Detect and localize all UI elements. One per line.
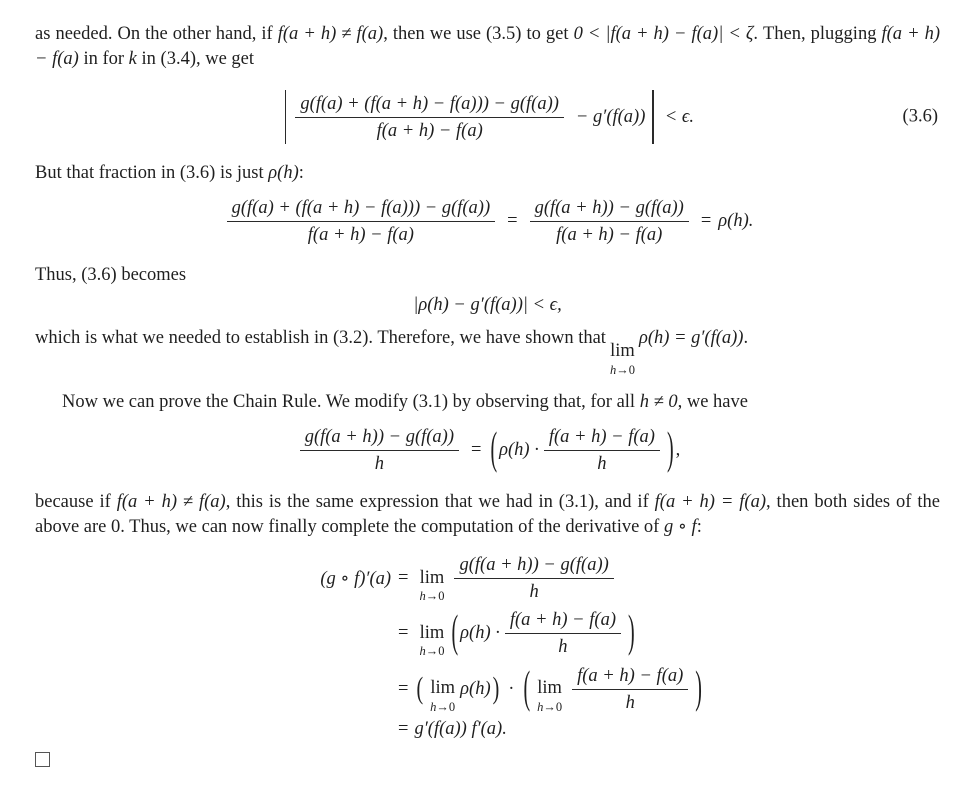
- fraction-denominator: h: [374, 454, 384, 475]
- equation-abs-inequality: [35, 295, 940, 316]
- fraction-numerator: g(f(a + h)) − g(f(a)): [454, 553, 613, 579]
- lim-subscript: h→0: [430, 699, 456, 714]
- rho-term: ρ(h).: [718, 210, 754, 231]
- limit-operator: [419, 624, 444, 658]
- trailing-comma: ,: [675, 440, 681, 461]
- limit-operator: [610, 342, 635, 376]
- lim-word: lim: [430, 678, 455, 699]
- paragraph-conclusion-limit: [35, 326, 940, 376]
- equation-modified-31: [35, 425, 940, 476]
- equals-sign: =: [398, 718, 409, 739]
- abs-bar-right: [652, 90, 653, 144]
- lim-subscript: h→0: [609, 362, 635, 377]
- lim-subscript: h→0: [537, 699, 563, 714]
- limit-operator: [430, 679, 455, 713]
- equals-sign: =: [700, 210, 712, 231]
- fraction-numerator: g(f(a + h)) − g(f(a)): [300, 425, 459, 451]
- lim-word: lim: [537, 678, 562, 699]
- left-paren-medium: (: [416, 671, 424, 706]
- equals-sign: =: [507, 210, 518, 231]
- limit-operator: [419, 569, 444, 603]
- derivation-row-2: [271, 608, 704, 659]
- derivation-row-3: [271, 664, 704, 715]
- fraction-numerator: g(f(a) + (f(a + h) − f(a))) − g(f(a)): [295, 92, 564, 118]
- rho-factor: ρ(h) ·: [460, 623, 500, 644]
- fraction: [227, 196, 496, 247]
- equals-sign: =: [398, 678, 409, 699]
- fraction: [505, 608, 621, 659]
- fraction-numerator: f(a + h) − f(a): [572, 664, 688, 690]
- fraction-numerator: f(a + h) − f(a): [505, 608, 621, 634]
- fraction-denominator: f(a + h) − f(a): [376, 120, 483, 141]
- subtracted-term: − g′(f(a)): [575, 106, 646, 127]
- final-result: g′(f(a)) f′(a).: [414, 718, 507, 739]
- fraction: [295, 92, 564, 143]
- equals-sign: =: [471, 440, 482, 461]
- lim-subscript: h→0: [419, 589, 445, 604]
- paragraph-because: because if f(a + h) ≠ f(a), this is the same expression that we had in (3.1), and if f(a + h) = f(a), then both sides of the above are 0. Thus, we can now finally complete the computation of the derivative of g ∘ f:: [35, 492, 940, 537]
- paragraph-chain-rule-intro: Now we can prove the Chain Rule. We modify (3.1) by observing that, for all h ≠ 0, we have: [62, 392, 748, 413]
- fraction: [300, 425, 459, 476]
- relation-epsilon: < ϵ.: [664, 106, 694, 127]
- equals-sign: =: [398, 623, 409, 644]
- derivation-block: [271, 553, 704, 739]
- rho-term: ρ(h): [460, 678, 491, 699]
- fraction: [454, 553, 613, 604]
- fraction-denominator: h: [529, 582, 539, 603]
- paragraph-thus-becomes: Thus, (3.6) becomes: [35, 264, 187, 285]
- page-content: [35, 22, 940, 767]
- lim-word: lim: [419, 622, 445, 643]
- conclusion-text: which is what we needed to establish in (3.2). Therefore, we have shown that: [35, 328, 606, 349]
- abs-bar-left: [285, 90, 286, 144]
- qed-box-icon: [35, 752, 50, 767]
- derivation-row-1: [271, 553, 704, 604]
- fraction-denominator: f(a + h) − f(a): [556, 224, 663, 245]
- conclusion-math: ρ(h) = g′(f(a)).: [638, 328, 749, 349]
- lim-word: lim: [419, 567, 445, 588]
- right-paren-medium: ): [492, 671, 500, 706]
- derivation-row-4: [271, 719, 704, 740]
- fraction: [530, 196, 689, 247]
- right-paren-big: ): [695, 662, 702, 714]
- abs-inequality: |ρ(h) − g′(f(a))| < ϵ,: [413, 295, 562, 316]
- left-paren-big: (: [523, 662, 531, 714]
- fraction-denominator: h: [625, 692, 635, 713]
- fraction-denominator: h: [597, 454, 607, 475]
- fraction-numerator: g(f(a + h)) − g(f(a)): [530, 196, 689, 222]
- left-paren-big: (: [490, 424, 498, 475]
- left-paren-big: (: [451, 607, 459, 659]
- equation-number: (3.6): [902, 106, 938, 127]
- right-paren-big: ): [666, 424, 674, 475]
- lim-subscript: h→0: [419, 644, 445, 659]
- equals-sign: =: [398, 568, 409, 589]
- fraction-denominator: f(a + h) − f(a): [307, 224, 414, 245]
- right-paren-big: ): [628, 607, 635, 659]
- lim-word: lim: [610, 341, 635, 362]
- fraction-numerator: f(a + h) − f(a): [544, 425, 660, 451]
- limit-operator: [537, 679, 562, 713]
- fraction: [572, 664, 688, 715]
- fraction-numerator: g(f(a) + (f(a + h) − f(a))) − g(f(a)): [227, 196, 496, 222]
- rho-factor: ρ(h) ·: [499, 440, 539, 461]
- equation-rho-identity: [35, 196, 940, 247]
- dot-operator: ·: [508, 678, 515, 699]
- fraction-denominator: h: [558, 637, 568, 658]
- fraction: [544, 425, 660, 476]
- paragraph-intro: as needed. On the other hand, if f(a + h) ≠ f(a), then we use (3.5) to get 0 < |f(a + h) − f(a)| < ζ. Then, plugging f(a + h) − f(a) in for k in (3.4), we get: [35, 24, 940, 69]
- composite-derivative: (g ∘ f)′(a): [320, 568, 392, 589]
- paragraph-fraction-note: But that fraction in (3.6) is just ρ(h):: [35, 163, 304, 184]
- equation-3-6: [35, 89, 940, 145]
